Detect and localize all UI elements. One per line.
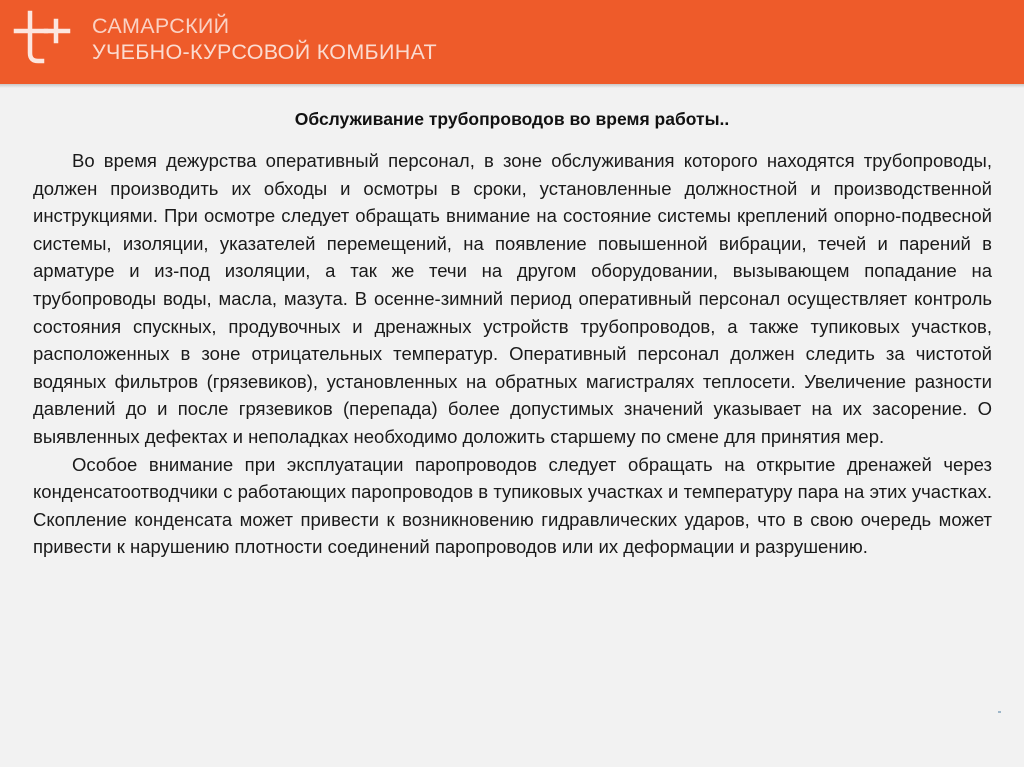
header-bar <box>0 0 1024 84</box>
tt-plus-logo-icon <box>12 9 78 67</box>
paragraph-2: Особое внимание при эксплуатации паропроводов следует обращать на открытие дренажей через конденсатоотводчики с работающих паропроводов в тупиковых участках и температуру пара на этих участках. Скопление конденсата может привести к возникновению гидравлических ударов, что в свою очередь может привести к нарушению плотности соединений паропроводов или их деформации и разрушению. <box>33 453 992 558</box>
slide-body <box>33 147 992 561</box>
decorative-dot <box>998 711 1001 713</box>
slide-title: Обслуживание трубопроводов во время работы.. <box>294 109 730 129</box>
header-shadow <box>0 84 1024 88</box>
brand-line-1: САМАРСКИЙ <box>92 14 230 38</box>
brand-name <box>92 13 437 65</box>
paragraph-1: Во время дежурства оперативный персонал, в зоне обслуживания которого находятся трубопроводы, должен производить их обходы и осмотры в сроки, установленные должностной и производственной инструкциями. При осмотре следует обращать внимание на состояние системы креплений опорно-подвесной системы, изоляции, указателей перемещений, на появление повышенной вибрации, течей и парений в арматуре и из-под изоляции, а так же течи на другом оборудовании, вызывающем попадание на трубопроводы воды, масла, мазута. В осенне-зимний период оперативный персонал осуществляет контроль состояния спускных, продувочных и дренажных устройств трубопроводов, а также тупиковых участков, расположенных в зоне отрицательных температур. Оперативный персонал должен следить за чистотой водяных фильтров (грязевиков), установленных на обратных магистралях теплосети. Увеличение разности давлений до и после грязевиков (перепада) более допустимых значений указывает на их засорение. О выявленных дефектах и неполадках необходимо доложить старшему по смене для принятия мер. <box>33 150 992 447</box>
brand-line-2: УЧЕБНО-КУРСОВОЙ КОМБИНАТ <box>92 40 437 64</box>
